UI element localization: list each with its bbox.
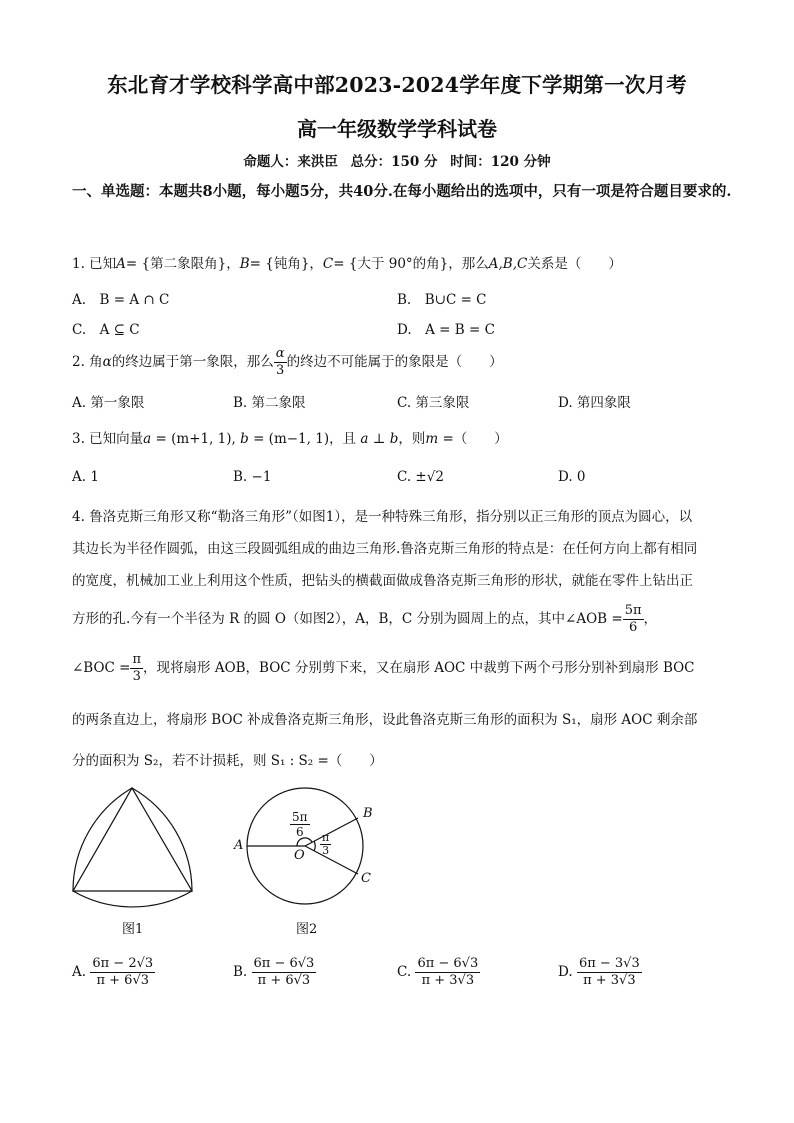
q4-line-5-text: ，现将扇形 AOB，BOC 分别剪下来，又在扇形 AOC 中裁剪下两个弓形分别补到扇形 BOC [143,660,695,676]
question-1-stem [72,252,622,272]
question-3-stem [72,427,508,447]
q4-boc-label: ∠BOC = [72,660,131,676]
q4-line-4: 方形的孔.今有一个半径为 R 的圆 O（如图2），A，B，C 分别为圆周上的点，其中∠AOB = $\frac{5\pi}{6}$ ， [72,603,658,635]
fig2-ang2-den: 3 [322,844,330,857]
q3-text-2: = (m+1, 1), [151,431,241,447]
fig2-angle-arc-aob [297,838,312,846]
time-limit: 时间：120 分钟 [450,154,551,170]
q4-line-3: 的宽度，机械加工业上利用这个性质，把钻头的横截面做成鲁洛克斯三角形的形状，就能在零件上钻出正 [72,573,693,589]
author-info: 命题人：来洪臣 [243,154,338,170]
q3-option-b[interactable]: B. −1 [233,469,272,485]
section-heading: 一、单选题：本题共8小题，每小题5分，共40分.在每小题给出的选项中，只有一项是符合题目要求的. [72,183,732,200]
q4-option-c-num: 6π − 6√3 [417,956,479,971]
exam-title: 东北育才学校科学高中部2023-2024学年度下学期第一次月考 [107,73,687,97]
q4-option-c[interactable] [397,956,480,989]
q4-option-d[interactable] [558,956,642,989]
fig2-radius-oc [305,846,358,874]
q4-line-5 [72,652,695,685]
q4-option-a[interactable] [72,956,155,989]
q2-text-1: 2. 角 [72,354,103,370]
fig2-angle-label-aob [290,810,310,839]
q2-text-3: 的终边不可能属于的象限是（ ） [286,354,503,370]
fig2-angle-arc-boc [314,841,315,851]
q1-text-1: 1. 已知 [72,256,117,272]
q3-text-6: =（ ） [438,431,508,447]
q3-vector-b: b [240,431,249,447]
exam-subtitle: 高一年级数学学科试卷 [297,117,497,141]
fig2-ang1-den: 6 [295,825,304,839]
q1-option-b[interactable]: B. B∪C = C [397,292,487,308]
q4-boc-num: π [132,652,142,667]
q1-option-d[interactable]: D. A = B = C [397,322,495,338]
q1-text-2: = {第二象限角}， [125,256,240,272]
q4-line-6: 的两条直边上，将扇形 BOC 补成鲁洛克斯三角形，设此鲁洛克斯三角形的面积为 S₁，扇形 AOC 剩余部 [72,712,698,728]
q3-var-m: m [425,431,439,447]
q4-line-1: 4. 鲁洛克斯三角形又称“勒洛三角形”（如图1），是一种特殊三角形，指分别以正三角形的顶点为圆心，以 [72,509,693,525]
q2-option-d[interactable]: D. 第四象限 [558,395,631,411]
figure-1-reuleaux-triangle [70,785,200,907]
q4-option-c-den: π + 3√3 [421,973,475,988]
fig2-label-b: B [363,806,373,821]
q1-option-a[interactable]: A. B = A ∩ C [72,292,170,308]
q2-text-2: 的终边属于第一象限，那么 [111,354,274,370]
q2-option-c[interactable]: C. 第三象限 [397,395,470,411]
fig2-ang1-num: 5π [292,810,308,824]
fig1-equilateral-triangle [73,788,192,891]
q4-option-d-num: 6π − 3√3 [578,956,640,971]
q1-text-3: = {钝角}， [249,256,323,272]
q1-sets-abc: A,B,C [488,256,528,272]
fig2-label-o: O [294,848,305,863]
q4-option-b-den: π + 6√3 [257,973,311,988]
q1-text-4: = {大于 90°的角}，那么 [333,256,489,272]
q3-text-5: ，则 [398,431,426,447]
figure-2-caption: 图2 [296,922,318,937]
q4-option-d-label: D. [558,964,573,980]
q2-option-b[interactable]: B. 第二象限 [233,395,306,411]
q4-option-c-label: C. [397,964,412,980]
q4-option-b-fraction [252,956,317,989]
q2-option-a[interactable]: A. 第一象限 [72,395,145,411]
fig1-arc-bottom [73,891,192,907]
q4-aob-den: 6 [628,620,638,635]
question-2-stem [72,346,503,379]
q4-option-b-num: 6π − 6√3 [253,956,315,971]
q4-line-2: 其边长为半径作圆弧，由这三段圆弧组成的曲边三角形.鲁洛克斯三角形的特点是：在任何方向上都有相同 [72,541,698,557]
exam-meta [0,150,794,170]
figure-2-circle [230,786,390,911]
q1-option-c[interactable]: C. A ⊆ C [72,322,140,338]
q2-fraction [274,346,287,379]
q4-option-c-fraction [415,956,480,989]
q3-text-4: ⊥ [368,431,390,447]
fig2-ang2-num: π [322,831,330,844]
q4-boc-fraction [130,652,143,685]
q3-text-3: = (m−1, 1)，且 [248,431,361,447]
q4-option-a-num: 6π − 2√3 [92,956,154,971]
q3-vector-b-2: b [389,431,399,447]
q4-option-a-fraction [90,956,155,989]
q3-text-1: 3. 已知向量 [72,431,144,447]
fig2-label-c: C [361,871,371,886]
q3-option-c[interactable]: C. ±√2 [397,469,444,485]
fig2-angle-label-boc [320,832,331,857]
q4-option-b[interactable] [233,956,316,989]
q4-line-4-text: 方形的孔.今有一个半径为 R 的圆 O（如图2），A，B，C 分别为圆周上的点，其中∠AOB = [72,611,623,627]
q4-aob-fraction [623,603,644,636]
figure-1-caption: 图1 [122,922,144,937]
q1-text-5: 关系是（ ） [527,256,622,272]
q2-frac-den: 3 [276,363,285,378]
q1-set-b: B [239,256,250,272]
q4-boc-den: 3 [132,669,141,684]
q1-set-c: C [322,256,334,272]
q2-frac-num: α [275,346,285,361]
q4-line-7: 分的面积为 S₂，若不计损耗，则 S₁ : S₂ =（ ） [72,753,383,769]
q1-set-a: A [116,256,126,272]
fig2-label-a: A [234,838,244,853]
q2-alpha: α [102,354,112,370]
q4-aob-num: 5π [624,603,642,618]
q3-vector-a: a [143,431,152,447]
fig2-radius-ob [305,818,358,846]
q4-option-a-den: π + 6√3 [96,973,150,988]
q3-vector-a-2: a [360,431,369,447]
q4-option-d-den: π + 3√3 [583,973,636,988]
q4-option-a-label: A. [72,964,87,980]
q4-option-b-label: B. [233,964,248,980]
q3-option-d[interactable]: D. 0 [558,469,586,485]
total-score: 总分：150 分 [350,154,438,170]
q3-option-a[interactable]: A. 1 [72,469,99,485]
q4-option-d-fraction [577,956,642,989]
